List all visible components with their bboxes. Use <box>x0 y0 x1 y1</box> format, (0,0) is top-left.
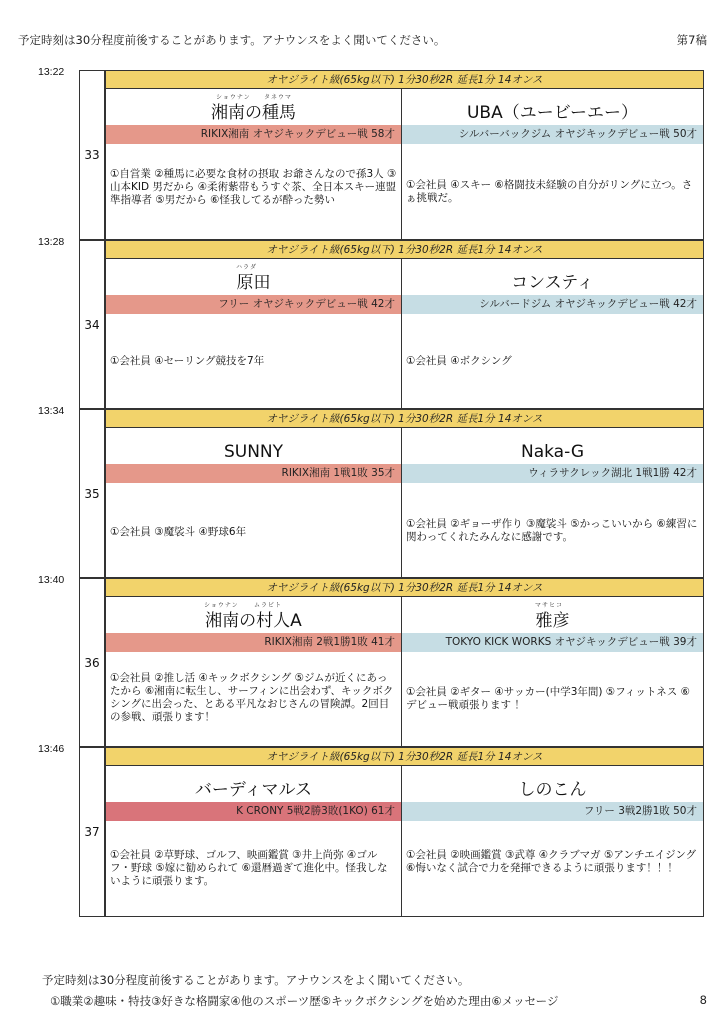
fighter-profile: ①自営業 ②種馬に必要な食材の摂取 お爺さんなので孫3人 ③山本KID 男だから ④柔術紫帯もうすぐ茶、全日本スキー連盟準指導者 ⑤男だから ⑥怪我してるが酔った勢い <box>110 168 397 206</box>
bout-card <box>105 578 704 747</box>
bout-number-cell <box>79 747 105 917</box>
footer-note: 予定時刻は30分程度前後することがあります。アナウンスをよく聞いてください。 <box>42 973 470 987</box>
fighter-profile: ①会社員 ②ギター ④サッカー(中学3年間) ⑤フィットネス ⑥デビュー戦頑張ります ！ <box>406 686 691 711</box>
bout-card <box>105 747 704 917</box>
red-corner-fighter <box>106 597 402 746</box>
blue-corner-fighter <box>402 89 703 239</box>
name-area <box>402 259 703 295</box>
bout-time: 13:40 <box>38 574 65 586</box>
fighter-profile: ①会社員 ②草野球、ゴルフ、映画鑑賞 ③井上尚弥 ④ゴルフ・野球 ⑤嫁に勧められて ⑥還暦過ぎて進化中。怪我しないように頑張ります。 <box>110 849 388 887</box>
fighter-profile: ①会社員 ②映画鑑賞 ③武尊 ④クラブマガ ⑤アンチエイジング ⑥悔いなく試合で力を発揮できるように頑張ります！！！ <box>406 849 697 874</box>
fighter-affiliation: ウィラサクレック湖北 1戦1勝 42才 <box>402 464 703 483</box>
bout-number: 36 <box>84 655 100 670</box>
bout-number-cell <box>79 240 105 409</box>
fighter-profile: ①会社員 ④セーリング競技を7年 <box>110 355 265 367</box>
bout-time: 13:22 <box>38 66 65 78</box>
fighter-profile: ①会社員 ②ギョーザ作り ③魔裟斗 ⑤かっこいいから ⑥練習に関わってくれたみんなに感謝です。 <box>406 518 698 543</box>
furigana: ムラビト <box>254 602 283 609</box>
name-area <box>106 597 401 633</box>
fighter-name: UBA（ユービーエー） <box>466 103 639 123</box>
furigana: ショウナン <box>204 602 239 609</box>
name-area <box>106 766 401 802</box>
name-area <box>106 89 401 125</box>
bout-time: 13:28 <box>38 236 65 248</box>
page-label: 第7稿 <box>676 33 707 47</box>
fighter-name: SUNNY <box>223 442 284 462</box>
red-corner-fighter <box>106 89 402 239</box>
top-note: 予定時刻は30分程度前後することがあります。アナウンスをよく聞いてください。 <box>18 33 446 47</box>
fighter-affiliation: シルバードジム オヤジキックデビュー戦 42才 <box>402 295 703 314</box>
bout-number-cell <box>79 578 105 747</box>
blue-corner-fighter <box>402 259 703 408</box>
weight-class-bar: オヤジライト級(65kg以下) 1分30秒2R 延長1分 14オンス <box>106 410 703 428</box>
bout-35 <box>30 405 710 578</box>
name-area <box>402 89 703 125</box>
bout-34 <box>30 236 710 409</box>
red-corner-fighter <box>106 259 402 408</box>
fighter-name: 湘南の村人A <box>205 611 302 631</box>
bout-number: 35 <box>84 486 100 501</box>
fighter-affiliation: TOKYO KICK WORKS オヤジキックデビュー戦 39才 <box>402 633 703 652</box>
footer-legend: ①職業②趣味・特技③好きな格闘家④他のスポーツ歴⑤キックボクシングを始めた理由⑥メッセージ <box>50 994 559 1008</box>
furigana: ショウナン <box>216 94 251 101</box>
bout-card <box>105 70 704 240</box>
fighter-name: 雅彦 <box>535 611 570 631</box>
furigana: ハラダ <box>236 264 257 271</box>
name-area <box>106 428 401 464</box>
blue-corner-fighter <box>402 597 703 746</box>
weight-class-bar: オヤジライト級(65kg以下) 1分30秒2R 延長1分 14オンス <box>106 748 703 766</box>
fighter-affiliation: フリー 3戦2勝1敗 50才 <box>402 802 703 821</box>
fighter-affiliation: RIKIX湘南 オヤジキックデビュー戦 58才 <box>106 125 401 144</box>
red-corner-fighter <box>106 428 402 577</box>
name-area <box>402 428 703 464</box>
bout-card <box>105 240 704 409</box>
bout-number: 33 <box>84 148 100 162</box>
bout-number: 34 <box>84 317 100 332</box>
bout-time: 13:34 <box>38 405 65 417</box>
bout-number: 37 <box>84 825 100 839</box>
fighter-profile: ①会社員 ④ボクシング <box>406 355 512 367</box>
bout-time: 13:46 <box>38 743 65 755</box>
weight-class-bar: オヤジライト級(65kg以下) 1分30秒2R 延長1分 14オンス <box>106 241 703 259</box>
red-corner-fighter <box>106 766 402 916</box>
name-area <box>402 766 703 802</box>
fighter-profile: ①会社員 ②推し活 ④キックボクシング ⑤ジムが近くにあったから ⑥湘南に転生し、サーフィンに出会わず、キックボクシングに出会った、とある平凡なおじさんの冒険譚。2回目の参戦、頑張ります！ <box>110 672 394 723</box>
furigana: マサヒコ <box>535 602 564 609</box>
fighter-affiliation: フリー オヤジキックデビュー戦 42才 <box>106 295 401 314</box>
fighter-name: バーディマルス <box>194 780 313 800</box>
blue-corner-fighter <box>402 428 703 577</box>
bout-number-cell <box>79 409 105 578</box>
fighter-name: しのこん <box>518 780 587 800</box>
weight-class-bar: オヤジライト級(65kg以下) 1分30秒2R 延長1分 14オンス <box>106 71 703 89</box>
bout-card <box>105 409 704 578</box>
weight-class-bar: オヤジライト級(65kg以下) 1分30秒2R 延長1分 14オンス <box>106 579 703 597</box>
fighter-name: 原田 <box>236 273 271 293</box>
fighter-affiliation: シルバーバックジム オヤジキックデビュー戦 50才 <box>402 125 703 144</box>
fighter-affiliation: RIKIX湘南 1戦1敗 35才 <box>106 464 401 483</box>
fighter-name: Naka-G <box>520 442 585 462</box>
bout-number-cell <box>79 70 105 240</box>
blue-corner-fighter <box>402 766 703 916</box>
fighter-affiliation: RIKIX湘南 2戦1勝1敗 41才 <box>106 633 401 652</box>
name-area <box>106 259 401 295</box>
bout-33 <box>30 66 710 240</box>
bout-37 <box>30 743 710 917</box>
fighter-name: 湘南の種馬 <box>211 103 296 123</box>
fighter-profile: ①会社員 ③魔裟斗 ④野球6年 <box>110 526 247 538</box>
fighter-name: コンスティ <box>511 273 594 293</box>
fighter-profile: ①会社員 ④スキー ⑥格闘技未経験の自分がリングに立つ。さぁ挑戦だ。 <box>406 179 693 204</box>
name-area <box>402 597 703 633</box>
fighter-affiliation: K CRONY 5戦2勝3敗(1KO) 61才 <box>106 802 401 821</box>
furigana: タネウマ <box>264 94 293 101</box>
bout-36 <box>30 574 710 747</box>
footer-page-number: 8 <box>699 993 707 1007</box>
